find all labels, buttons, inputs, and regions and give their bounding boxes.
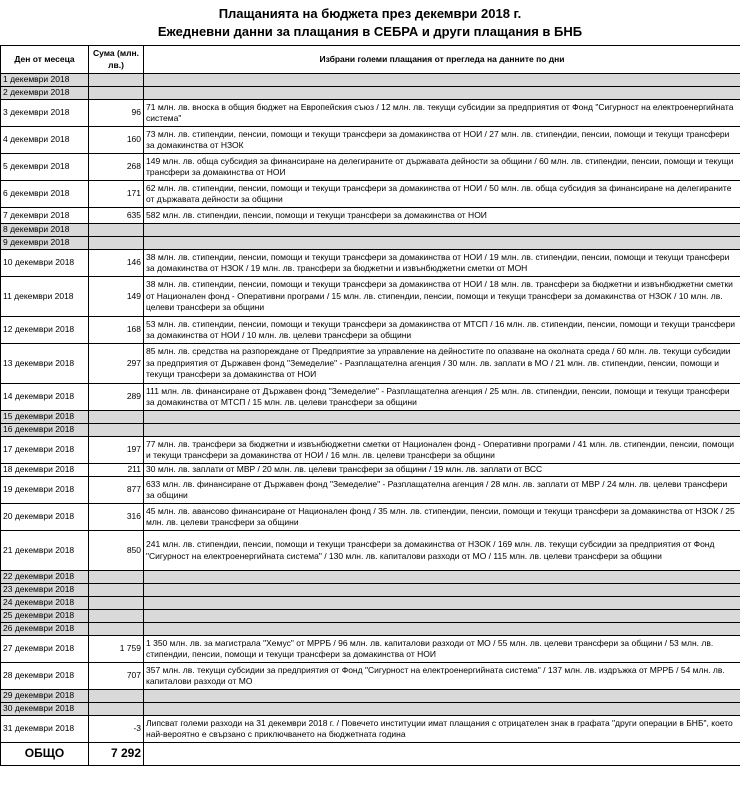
row-description — [144, 571, 740, 584]
table-row — [1, 154, 740, 181]
table-row — [1, 597, 740, 610]
table-row — [1, 477, 740, 504]
row-description — [144, 584, 740, 597]
row-description — [144, 424, 740, 437]
row-amount — [89, 597, 144, 610]
row-description — [144, 703, 740, 716]
table-row — [1, 610, 740, 623]
row-description: 357 млн. лв. текущи субсидии за предприятия от Фонд "Сигурност на електроенергийната система" / 137 млн. лв. издръжка от МРРБ / 54 млн. лв. капиталови разходи от МО — [144, 663, 740, 690]
row-day: 21 декември 2018 — [1, 531, 89, 571]
row-day: 13 декември 2018 — [1, 344, 89, 384]
row-day: 28 декември 2018 — [1, 663, 89, 690]
table-row — [1, 703, 740, 716]
row-day: 31 декември 2018 — [1, 716, 89, 743]
table-row — [1, 464, 740, 477]
row-day: 12 декември 2018 — [1, 317, 89, 344]
table-row — [1, 636, 740, 663]
row-day: 23 декември 2018 — [1, 584, 89, 597]
row-description: 62 млн. лв. стипендии, пенсии, помощи и текущи трансфери за домакинства от НОИ / 50 млн. лв. обща субсидия за финансиране на делегираните от държавата дейности за общини — [144, 181, 740, 208]
row-description — [144, 224, 740, 237]
column-header-day: Ден от месеца — [1, 46, 89, 74]
row-description — [144, 237, 740, 250]
table-row — [1, 277, 740, 317]
table-row — [1, 344, 740, 384]
row-amount: 168 — [89, 317, 144, 344]
row-amount: 316 — [89, 504, 144, 531]
row-day: 19 декември 2018 — [1, 477, 89, 504]
row-amount: 146 — [89, 250, 144, 277]
table-row — [1, 571, 740, 584]
row-amount: 160 — [89, 127, 144, 154]
row-description — [144, 610, 740, 623]
row-description: 633 млн. лв. финансиране от Държавен фонд "Земеделие" - Разплащателна агенция / 28 млн. лв. заплати от МВР / 24 млн. лв. целеви трансфери за общини — [144, 477, 740, 504]
row-amount — [89, 224, 144, 237]
row-amount — [89, 571, 144, 584]
table-row — [1, 127, 740, 154]
table-row — [1, 531, 740, 571]
table-row — [1, 208, 740, 224]
total-empty — [144, 743, 740, 766]
table-row — [1, 250, 740, 277]
row-day: 14 декември 2018 — [1, 384, 89, 411]
row-amount — [89, 411, 144, 424]
row-amount — [89, 87, 144, 100]
row-day: 22 декември 2018 — [1, 571, 89, 584]
table-row — [1, 384, 740, 411]
payments-table — [0, 45, 740, 766]
table-row — [1, 623, 740, 636]
row-amount — [89, 74, 144, 87]
row-description — [144, 690, 740, 703]
row-amount: -3 — [89, 716, 144, 743]
row-description — [144, 87, 740, 100]
row-description: 71 млн. лв. вноска в общия бюджет на Европейския съюз / 12 млн. лв. текущи субсидии за предприятия от Фонд "Сигурност на електроенергийната система" — [144, 100, 740, 127]
table-row — [1, 437, 740, 464]
row-day: 17 декември 2018 — [1, 437, 89, 464]
row-day: 9 декември 2018 — [1, 237, 89, 250]
table-row — [1, 317, 740, 344]
row-description — [144, 74, 740, 87]
row-day: 3 декември 2018 — [1, 100, 89, 127]
row-day: 15 декември 2018 — [1, 411, 89, 424]
row-description: 85 млн. лв. средства на разпореждане от Предприятие за управление на дейностите по опазване на околната среда / 60 млн. лв. текущи субсидии за предприятия от Държавен фонд "Земеделие" - Разплащателна агенция / 30 млн. лв. заплати в МО / 21 млн. лв. стипендии, пенсии, помощи и текущи трансфери за домакинства от НОИ — [144, 344, 740, 384]
total-row — [1, 743, 740, 766]
total-amount: 7 292 — [89, 743, 144, 766]
row-day: 6 декември 2018 — [1, 181, 89, 208]
table-row — [1, 237, 740, 250]
row-amount: 171 — [89, 181, 144, 208]
row-day: 8 декември 2018 — [1, 224, 89, 237]
table-row — [1, 411, 740, 424]
total-label: ОБЩО — [1, 743, 89, 766]
row-description — [144, 623, 740, 636]
row-amount: 297 — [89, 344, 144, 384]
row-amount — [89, 584, 144, 597]
row-amount: 707 — [89, 663, 144, 690]
table-row — [1, 424, 740, 437]
row-description: 111 млн. лв. финансиране от Държавен фонд "Земеделие" - Разплащателна агенция / 25 млн. лв. стипендии, пенсии, помощи и текущи трансфери за домакинства от МТСП / 15 млн. лв. целеви трансфери за общини — [144, 384, 740, 411]
table-row — [1, 224, 740, 237]
row-amount — [89, 703, 144, 716]
column-header-amount: Сума (млн. лв.) — [89, 46, 144, 74]
row-day: 2 декември 2018 — [1, 87, 89, 100]
row-amount: 149 — [89, 277, 144, 317]
row-day: 16 декември 2018 — [1, 424, 89, 437]
row-description — [144, 597, 740, 610]
table-row — [1, 87, 740, 100]
row-amount — [89, 424, 144, 437]
row-description: Липсват големи разходи на 31 декември 2018 г. / Повечето институции имат плащания с отрицателен знак в графата "други операции в БНБ", което най-вероятно е свързано с приключването на бюджетната година — [144, 716, 740, 743]
table-body — [1, 74, 740, 766]
row-amount — [89, 623, 144, 636]
table-row — [1, 74, 740, 87]
row-amount — [89, 237, 144, 250]
table-row — [1, 716, 740, 743]
row-description: 149 млн. лв. обща субсидия за финансиране на делегираните от държавата дейности за общини / 60 млн. лв. стипендии, пенсии, помощи и текущи трансфери за домакинства от НОИ — [144, 154, 740, 181]
row-amount — [89, 610, 144, 623]
table-row — [1, 584, 740, 597]
row-day: 18 декември 2018 — [1, 464, 89, 477]
row-amount: 268 — [89, 154, 144, 181]
row-day: 30 декември 2018 — [1, 703, 89, 716]
row-day: 10 декември 2018 — [1, 250, 89, 277]
page-title: Плащанията на бюджета през декември 2018 г. — [218, 6, 522, 21]
table-row — [1, 663, 740, 690]
row-description: 582 млн. лв. стипендии, пенсии, помощи и текущи трансфери за домакинства от НОИ — [144, 208, 740, 224]
row-day: 29 декември 2018 — [1, 690, 89, 703]
row-amount: 877 — [89, 477, 144, 504]
row-day: 24 декември 2018 — [1, 597, 89, 610]
row-day: 4 декември 2018 — [1, 127, 89, 154]
row-amount: 1 759 — [89, 636, 144, 663]
row-description: 77 млн. лв. трансфери за бюджетни и извънбюджетни сметки от Национален фонд - Оперативни програми / 41 млн. лв. стипендии, пенсии, помощи и текущи трансфери за домакинства от НОИ / 16 млн. лв. целеви трансфери за общини — [144, 437, 740, 464]
row-description: 53 млн. лв. стипендии, пенсии, помощи и текущи трансфери за домакинства от МТСП / 16 млн. лв. стипендии, пенсии, помощи и текущи трансфери за домакинства от НОИ / 10 млн. лв. целеви трансфери за общини — [144, 317, 740, 344]
row-amount — [89, 690, 144, 703]
row-day: 26 декември 2018 — [1, 623, 89, 636]
row-description: 73 млн. лв. стипендии, пенсии, помощи и текущи трансфери за домакинства от НОИ / 27 млн. лв. стипендии, пенсии, помощи и текущи трансфери за домакинства от НЗОК — [144, 127, 740, 154]
row-description: 30 млн. лв. заплати от МВР / 20 млн. лв. целеви трансфери за общини / 19 млн. лв. заплати от ВСС — [144, 464, 740, 477]
table-row — [1, 504, 740, 531]
table-row — [1, 181, 740, 208]
row-amount: 289 — [89, 384, 144, 411]
row-day: 11 декември 2018 — [1, 277, 89, 317]
page-subtitle: Ежедневни данни за плащания в СЕБРА и други плащания в БНБ — [157, 24, 583, 39]
row-amount: 635 — [89, 208, 144, 224]
row-amount: 211 — [89, 464, 144, 477]
row-day: 7 декември 2018 — [1, 208, 89, 224]
row-description: 241 млн. лв. стипендии, пенсии, помощи и текущи трансфери за домакинства от НЗОК / 169 млн. лв. текущи субсидии за предприятия от Фонд "Сигурност на електроенергийната система" / 130 млн. лв. капиталови разходи от МО / 115 млн. лв. целеви трансфери за общини — [144, 531, 740, 571]
column-header-description: Избрани големи плащания от прегледа на данните по дни — [144, 46, 740, 74]
row-day: 20 декември 2018 — [1, 504, 89, 531]
row-description: 1 350 млн. лв. за магистрала "Хемус" от МРРБ / 96 млн. лв. капиталови разходи от МО / 55 млн. лв. целеви трансфери за общини / 53 млн. лв. стипендии, пенсии, помощи и текущи трансфери за домакинства от НОИ — [144, 636, 740, 663]
row-day: 5 декември 2018 — [1, 154, 89, 181]
row-amount: 96 — [89, 100, 144, 127]
row-amount: 197 — [89, 437, 144, 464]
row-description: 38 млн. лв. стипендии, пенсии, помощи и текущи трансфери за домакинства от НОИ / 19 млн. лв. стипендии, пенсии, помощи и текущи трансфери за домакинства от НЗОК / 19 млн. лв. трансфери за бюджетни и извънбюджетни сметки от МОН — [144, 250, 740, 277]
table-row — [1, 690, 740, 703]
row-description — [144, 411, 740, 424]
row-day: 25 декември 2018 — [1, 610, 89, 623]
row-description: 38 млн. лв. стипендии, пенсии, помощи и текущи трансфери за домакинства от НОИ / 18 млн. лв. трансфери за бюджетни и извънбюджетни сметки от Национален фонд - Оперативни програми / 15 млн. лв. стипендии, пенсии, помощи и текущи трансфери за домакинства от НЗОК / 10 млн. лв. целеви трансфери за общини — [144, 277, 740, 317]
row-amount: 850 — [89, 531, 144, 571]
table-header-row — [1, 46, 740, 74]
table-row — [1, 100, 740, 127]
row-day: 27 декември 2018 — [1, 636, 89, 663]
row-day: 1 декември 2018 — [1, 74, 89, 87]
row-description: 45 млн. лв. авансово финансиране от Национален фонд / 35 млн. лв. стипендии, пенсии, помощи и текущи трансфери за домакинства от НЗОК / 25 млн. лв. целеви трансфери за общини — [144, 504, 740, 531]
